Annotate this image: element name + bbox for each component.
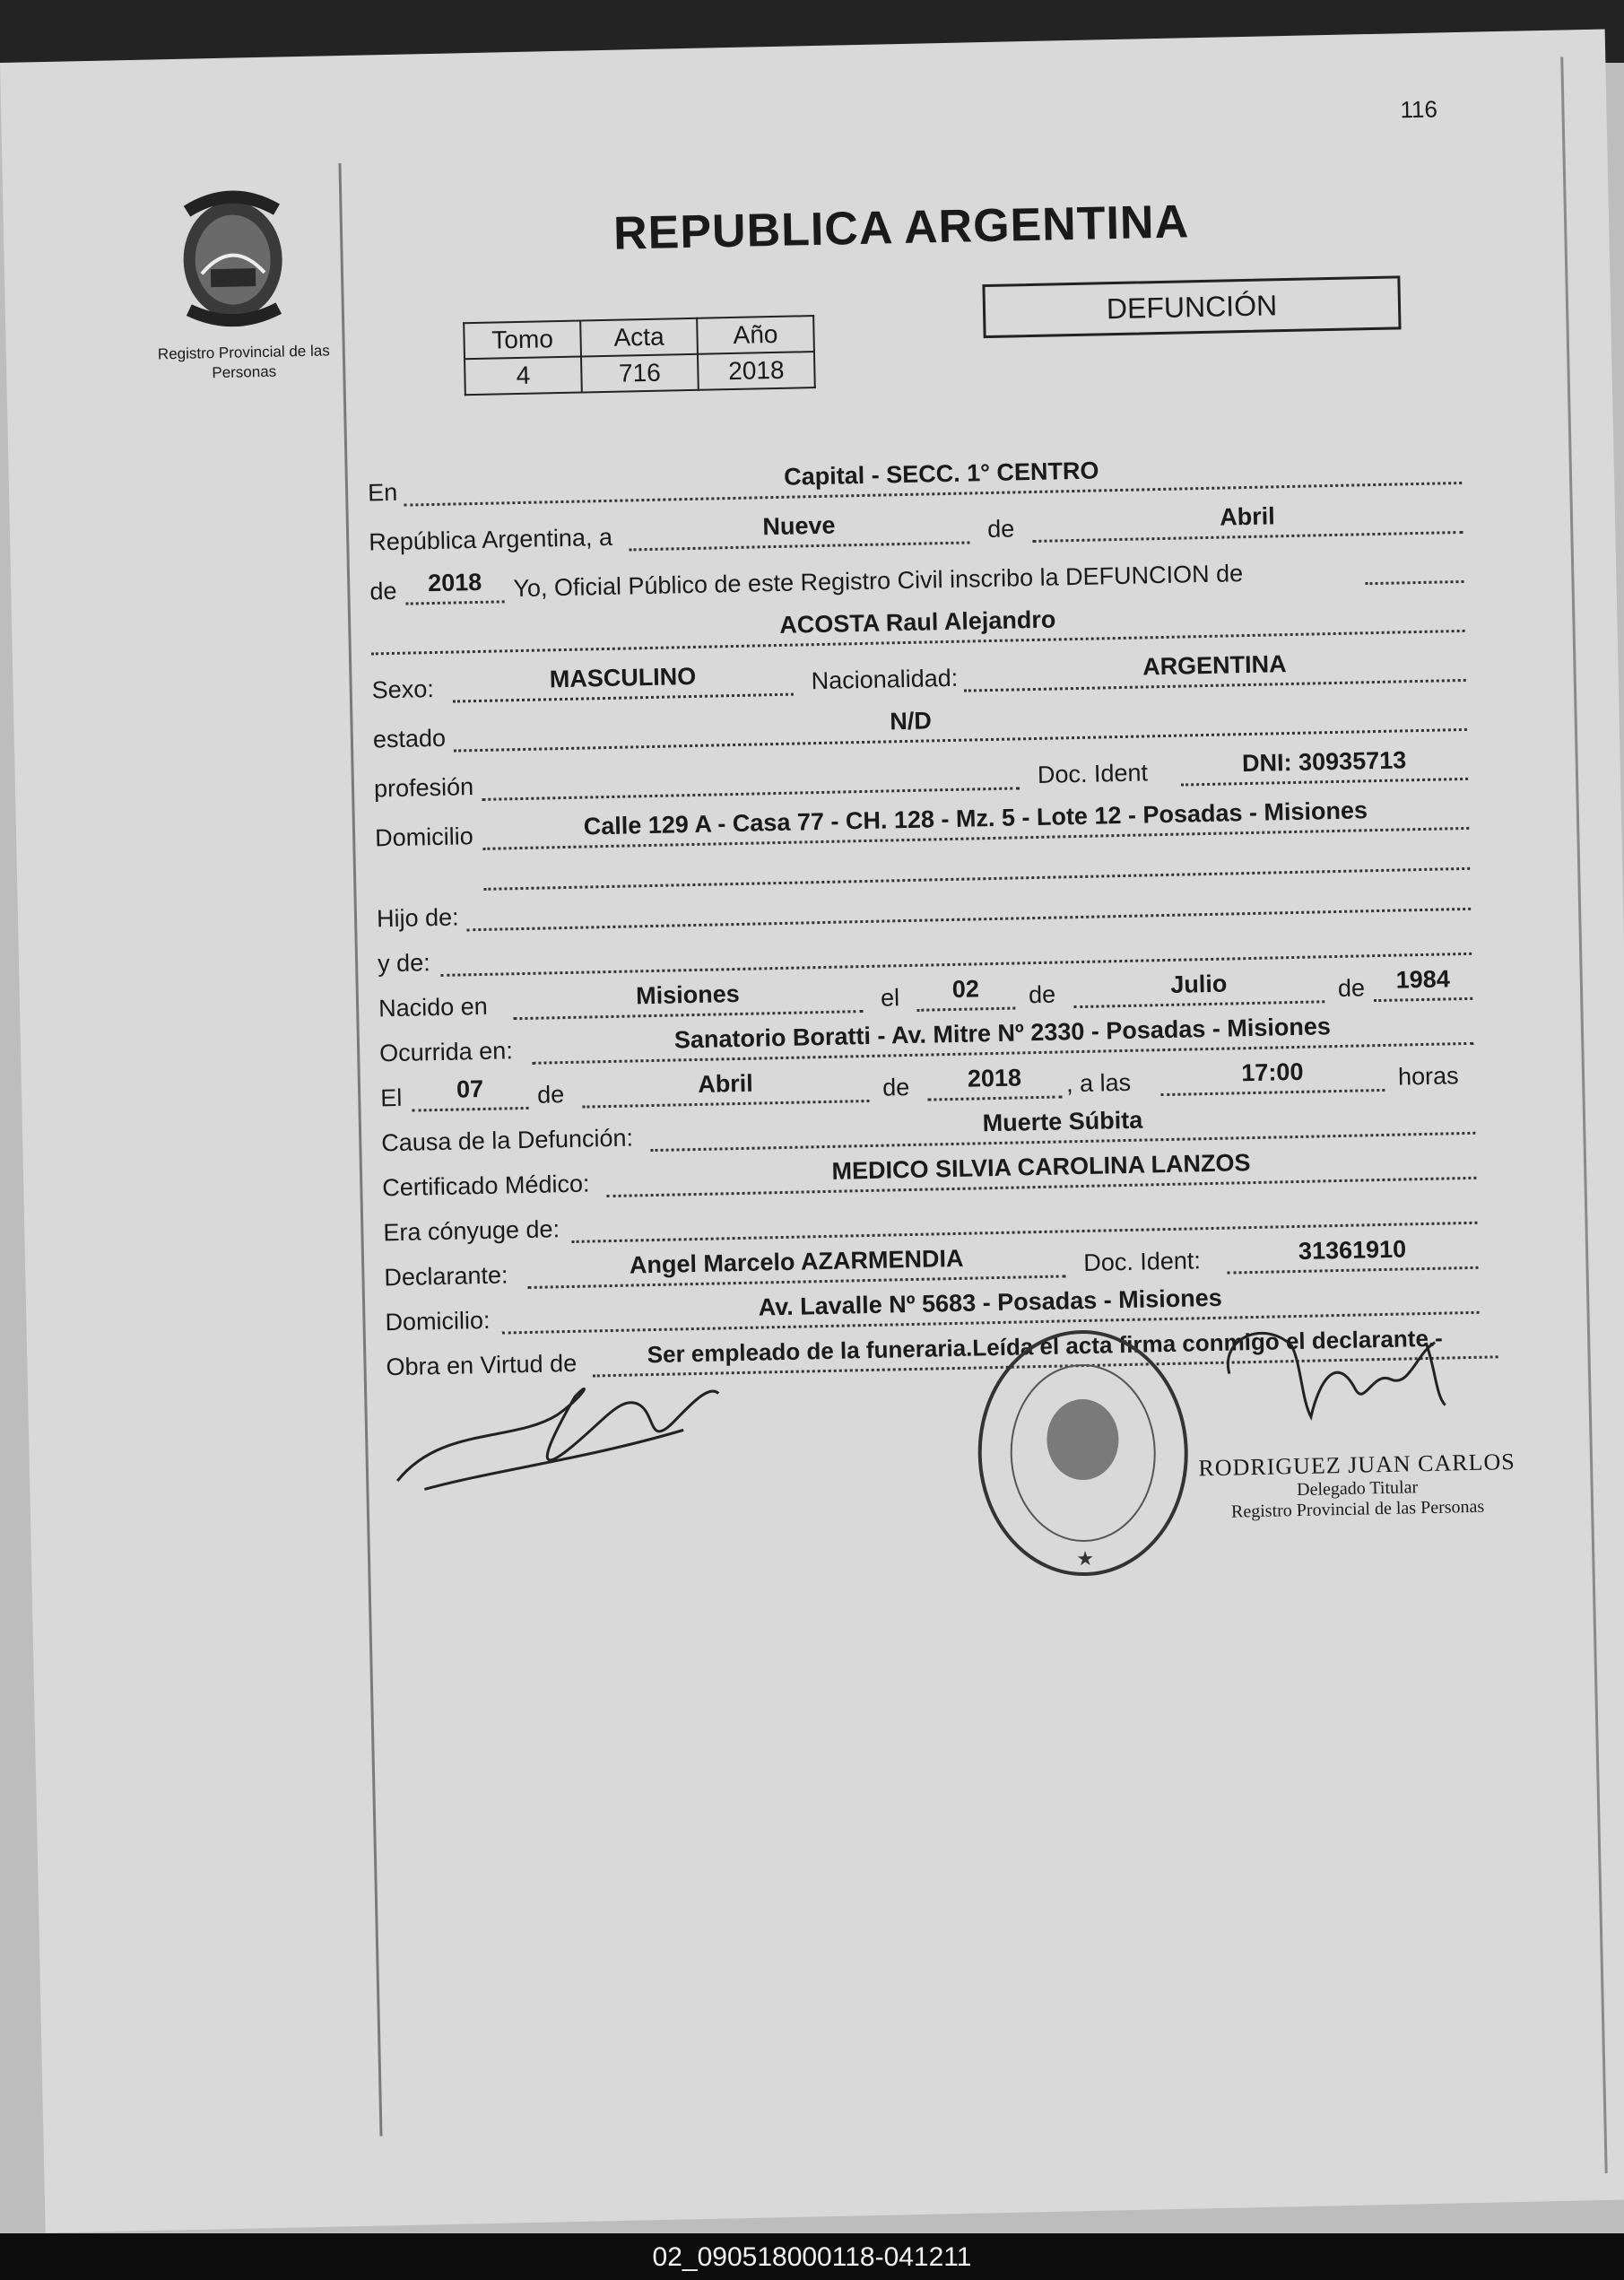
value-causa: Muerte Súbita [982, 1106, 1143, 1137]
value-obra-virtud: Ser empleado de la funeraria.Leída el acta firma conmigo el declarante.- [647, 1324, 1444, 1369]
value-ocurrida-en: Sanatorio Boratti - Av. Mitre Nº 2330 - Posadas - Misiones [673, 1013, 1332, 1054]
label-a-las: , a las [1065, 1068, 1132, 1098]
official-signature [1210, 1306, 1481, 1437]
value-acta: 716 [581, 354, 699, 393]
label-decl-doc: Doc. Ident: [1082, 1247, 1202, 1276]
value-nombre: ACOSTA Raul Alejandro [778, 605, 1056, 639]
header-tomo: Tomo [464, 321, 581, 360]
label-hijo-de: Hijo de: [376, 903, 459, 933]
value-certificado: MEDICO SILVIA CAROLINA LANZOS [831, 1149, 1251, 1185]
label-de: de [986, 515, 1015, 544]
label-estado: estado [372, 724, 447, 753]
official-office: Registro Provincial de las Personas [1230, 1496, 1485, 1522]
scan-filename: 02_090518000118-041211 [652, 2242, 972, 2272]
value-nac-mes: Julio [1169, 970, 1228, 998]
line-profesion [482, 754, 1020, 801]
value-declarante: Angel Marcelo AZARMENDIA [629, 1244, 964, 1279]
value-def-anio: 2018 [967, 1064, 1022, 1092]
line-defuncion-de [1365, 548, 1464, 585]
label-declarante: Declarante: [384, 1261, 508, 1292]
value-anio: 2018 [698, 352, 815, 390]
value-anio: 2018 [427, 568, 482, 597]
label-nac-de: de [1028, 980, 1056, 1009]
value-domicilio: Calle 129 A - Casa 77 - CH. 128 - Mz. 5 - Lote 12 - Posadas - Misiones [583, 796, 1368, 840]
value-sexo: MASCULINO [549, 662, 697, 693]
label-y-de: y de: [377, 949, 430, 978]
official-seal-stamp [968, 1320, 1198, 1585]
document-type-box: DEFUNCIÓN [982, 275, 1401, 338]
label-ocurrida-en: Ocurrida en: [378, 1037, 514, 1067]
label-def-de2: de [881, 1074, 910, 1101]
label-conyuge: Era cónyuge de: [383, 1215, 560, 1247]
label-horas: horas [1397, 1062, 1459, 1091]
label-republica: República Argentina, a [368, 523, 613, 556]
label-sexo: Sexo: [371, 675, 435, 704]
logo-caption: Registro Provincial de las Personas [157, 342, 330, 382]
svg-text:★: ★ [1076, 1547, 1095, 1571]
value-hora: 17:00 [1241, 1057, 1304, 1087]
value-def-dia: 07 [456, 1075, 484, 1103]
value-dia: Nueve [762, 511, 836, 541]
label-nacido-en: Nacido en [378, 992, 489, 1023]
label-certificado: Certificado Médico: [382, 1170, 590, 1202]
misiones-coat-of-arms-logo [169, 182, 297, 328]
header-anio: Año [697, 316, 814, 354]
official-role: Delegado Titular [1296, 1477, 1419, 1501]
document-title: REPUBLICA ARGENTINA [612, 196, 1190, 260]
label-el: el [880, 984, 900, 1012]
value-nac-dia: 02 [951, 975, 980, 1003]
value-estado: N/D [890, 707, 933, 735]
value-doc-ident: DNI: 30935713 [1241, 746, 1407, 778]
value-def-mes: Abril [697, 1069, 754, 1098]
margin-line [338, 163, 382, 2136]
label-nacionalidad: Nacionalidad: [811, 664, 959, 695]
label-doc-ident: Doc. Ident [1037, 759, 1149, 788]
value-decl-doc: 31361910 [1298, 1235, 1407, 1265]
record-table-value-row [465, 352, 815, 395]
declarante-signature [386, 1339, 730, 1526]
value-tomo: 4 [465, 357, 582, 396]
value-nac-anio: 1984 [1395, 965, 1451, 994]
certificate-page [0, 30, 1624, 2233]
header-acta: Acta [580, 318, 698, 357]
official-block [1195, 1449, 1520, 1524]
label-oficial-texto: Yo, Oficial Público de este Registro Civil inscribo la DEFUNCION de [513, 560, 1244, 603]
label-profesion: profesión [373, 773, 474, 803]
label-def-de: de [536, 1081, 565, 1109]
page-number: 116 [1400, 95, 1438, 124]
value-en: Capital - SECC. 1° CENTRO [783, 457, 1099, 491]
label-en: En [367, 478, 398, 507]
value-mes: Abril [1219, 502, 1275, 531]
value-nacido-en: Misiones [635, 979, 740, 1010]
label-el2: El [379, 1083, 403, 1112]
value-decl-domicilio: Av. Lavalle Nº 5683 - Posadas - Misiones [758, 1284, 1222, 1321]
label-obra-virtud: Obra en Virtud de [386, 1349, 578, 1381]
label-nac-de2: de [1337, 974, 1366, 1002]
record-table [463, 315, 816, 396]
value-nacionalidad: ARGENTINA [1142, 650, 1287, 681]
official-name: RODRIGUEZ JUAN CARLOS [1198, 1448, 1515, 1482]
label-causa: Causa de la Defunción: [381, 1124, 634, 1157]
label-decl-domicilio: Domicilio: [385, 1306, 491, 1336]
label-de-anio: de [369, 577, 397, 605]
label-domicilio: Domicilio [374, 822, 474, 852]
page-edge-line [1560, 57, 1607, 2173]
